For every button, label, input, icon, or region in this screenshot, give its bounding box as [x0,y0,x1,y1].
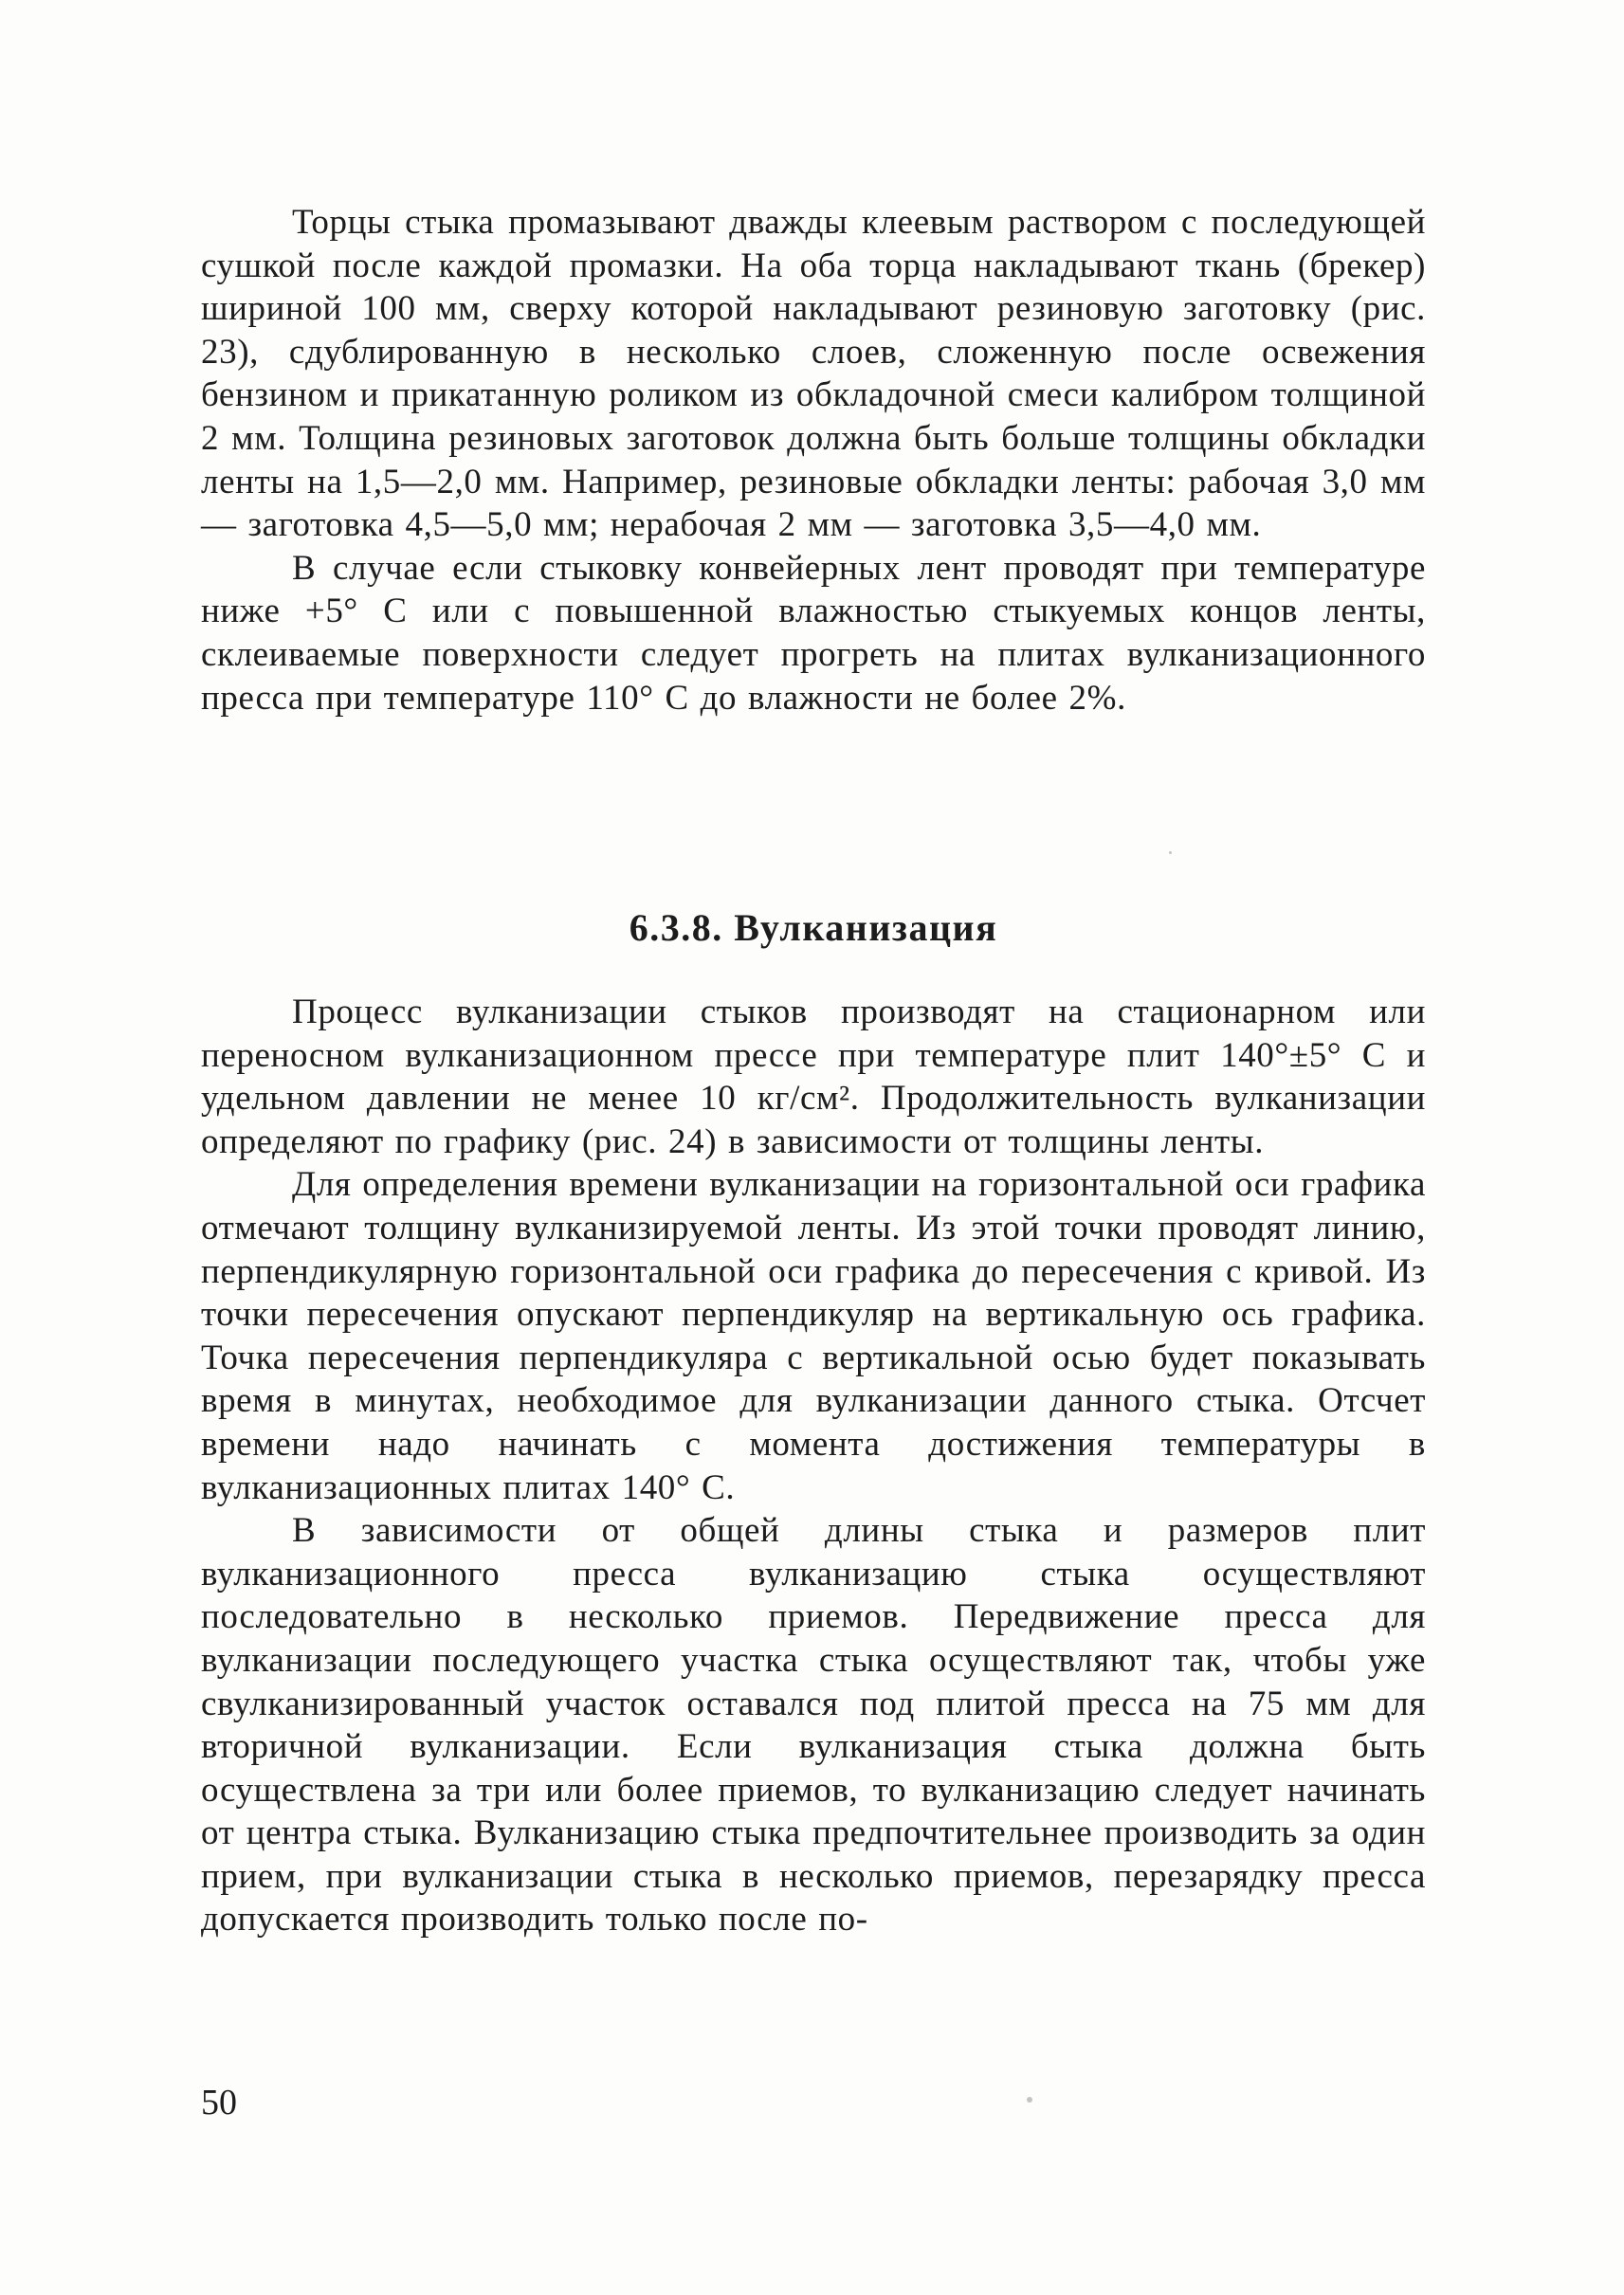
page-number: 50 [201,2083,237,2122]
paragraph: В случае если стыковку конвейерных лент проводят при температуре ниже +5° С или с повышенной влажностью стыкуемых концов ленты, склеиваемые поверхности следует прогреть на плитах вулканизационного пресса при температуре 110° С до влажности не более 2%. [201,548,1426,718]
section-heading: 6.3.8. Вулканизация [629,906,998,949]
paragraph: Для определения времени вулканизации на горизонтальной оси графика отмечают толщину вулканизируемой ленты. Из этой точки проводят линию, перпендикулярную горизонтальной оси графика до пересечения с кривой. Из точки пересечения опускают перпендикуляр на вертикальную ось графика. Точка пересечения перпендикуляра с вертикальной осью будет показывать время в минутах, необходимое для вулканизации данного стыка. Отсчет времени надо начинать с момента достижения температуры в вулканизационных плитах 140° С. [201,1165,1426,1507]
body-text-section-1 [201,201,1426,719]
paragraph: Процесс вулканизации стыков производят на стационарном или переносном вулканизационном прессе при температуре плит 140°±5° С и удельном давлении не менее 10 кг/см². Продолжительность вулканизации определяют по графику (рис. 24) в зависимости от толщины ленты. [201,993,1426,1161]
scan-speck [1027,2097,1032,2103]
body-text-section-2 [201,991,1426,1941]
scan-speck [1169,851,1172,854]
paragraph: Торцы стыка промазывают дважды клеевым раствором с последующей сушкой после каждой промазки. На оба торца накладывают ткань (брекер) шириной 100 мм, сверху которой накладывают резиновую заготовку (рис. 23), сдублированную в несколько слоев, сложенную после освежения бензином и прикатанную роликом из обкладочной смеси калибром толщиной 2 мм. Толщина резиновых заготовок должна быть больше толщины обкладки ленты на 1,5—2,0 мм. Например, резиновые обкладки ленты: рабочая 3,0 мм — заготовка 4,5—5,0 мм; нерабочая 2 мм — заготовка 3,5—4,0 мм. [201,203,1426,545]
paragraph: В зависимости от общей длины стыка и размеров плит вулканизационного пресса вулканизацию стыка осуществляют последовательно в несколько приемов. Передвижение пресса для вулканизации последующего участка стыка осуществляют так, чтобы уже свулканизированный участок оставался под плитой пресса на 75 мм для вторичной вулканизации. Если вулканизация стыка должна быть осуществлена за три или более приемов, то вулканизацию следует начинать от центра стыка. Вулканизацию стыка предпочтительнее производить за один прием, при вулканизации стыка в несколько приемов, перезарядку пресса допускается производить только после по- [201,1511,1426,1940]
